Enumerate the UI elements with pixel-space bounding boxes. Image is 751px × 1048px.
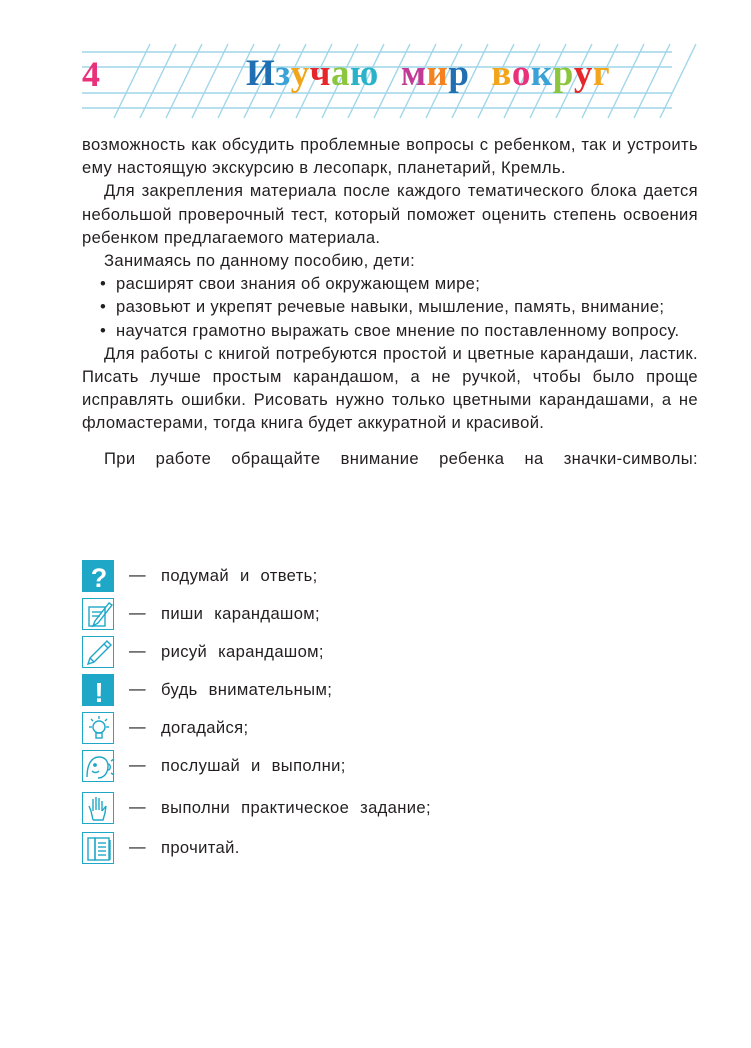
title-letter: о xyxy=(511,53,531,94)
legend-dash: — xyxy=(129,755,146,774)
legend-label: будь внимательным; xyxy=(161,680,333,699)
legend-label: подумай и ответь; xyxy=(161,566,318,585)
title-letter: г xyxy=(592,53,611,94)
list-item xyxy=(82,319,698,342)
title-letter: у xyxy=(573,53,593,94)
page-title xyxy=(246,55,610,92)
title-letter: р xyxy=(552,53,574,94)
paragraph-materials: Для работы с книгой потребуются простой и цветные карандаши, ластик. Писать лучше простым карандашом, а не ручкой, чтобы было проще исправлять ошибки. Рисовать нужно только цветными карандашами, а не фломастерами, тогда книга будет аккуратной и красивой. xyxy=(82,343,698,433)
legend-label: рисуй карандашом; xyxy=(161,642,324,661)
ruling-slant-line xyxy=(660,44,696,118)
list-item-text: расширят свои знания об окружающем мире; xyxy=(116,274,481,294)
legend-dash: — xyxy=(129,797,146,816)
title-letter: а xyxy=(331,53,351,94)
hand-icon xyxy=(82,792,114,824)
pencil-writing-icon xyxy=(82,598,114,630)
legend-item-listen xyxy=(82,750,682,784)
paragraph-test: Для закрепления материала после каждого тематического блока дается небольшой проверочный тест, который поможет оценить степень освоения ребенком предлагаемого материала. xyxy=(82,181,698,247)
legend-dash: — xyxy=(129,717,146,736)
list-item xyxy=(82,295,698,318)
legend-label: послушай и выполни; xyxy=(161,756,346,775)
title-letter: у xyxy=(290,53,310,94)
legend-dash: — xyxy=(129,641,146,660)
ruling-slant-line xyxy=(114,44,150,118)
title-letter: ч xyxy=(309,53,332,94)
title-letter: м xyxy=(400,53,427,94)
title-letter: и xyxy=(426,53,449,94)
ruling-slant-line xyxy=(140,44,176,118)
legend-label: выполни практическое задание; xyxy=(161,798,431,817)
list-item-text: разовьют и укрепят речевые навыки, мышление, память, внимание; xyxy=(116,297,665,317)
book-icon xyxy=(82,832,114,864)
title-letter: р xyxy=(448,53,470,94)
title-letter: в xyxy=(491,53,512,94)
legend-intro: При работе обращайте внимание ребенка на значки-символы: xyxy=(104,448,698,468)
question-icon xyxy=(82,560,114,592)
bullet-mark: • xyxy=(100,297,107,317)
main-text xyxy=(82,133,698,470)
exclamation-icon xyxy=(82,674,114,706)
paragraph-continuation: возможность как обсудить проблемные вопросы с ребенком, так и устроить ему настоящую экскурсию в лесопарк, планетарий, Кремль. xyxy=(82,135,698,178)
legend-item-practice xyxy=(82,792,682,826)
title-letter: ю xyxy=(350,53,379,94)
legend-label: прочитай. xyxy=(161,838,240,857)
legend-label: пиши карандашом; xyxy=(161,604,320,623)
paragraph-lead-in: Занимаясь по данному пособию, дети: xyxy=(104,251,416,271)
ruling-slant-line xyxy=(192,44,228,118)
legend-dash: — xyxy=(129,837,146,856)
legend-dash: — xyxy=(129,565,146,584)
legend-item-write xyxy=(82,598,682,632)
bullet-mark: • xyxy=(100,274,107,294)
ruling-slant-line xyxy=(166,44,202,118)
legend-item-read xyxy=(82,832,682,866)
bullet-mark: • xyxy=(100,320,107,340)
bullet-list xyxy=(82,272,698,342)
svg-text:!: ! xyxy=(94,677,104,707)
list-item-text: научатся грамотно выражать свое мнение по поставленному вопросу. xyxy=(116,320,680,340)
pencil-drawing-icon xyxy=(82,636,114,668)
list-item xyxy=(82,272,698,295)
legend-label: догадайся; xyxy=(161,718,249,737)
page-number: 4 xyxy=(82,54,100,94)
legend-dash: — xyxy=(129,603,146,622)
title-letter: з xyxy=(275,53,291,94)
legend-item-draw xyxy=(82,636,682,670)
legend-item-guess xyxy=(82,712,682,746)
title-letter: И xyxy=(246,53,276,94)
lightbulb-icon xyxy=(82,712,114,744)
title-letter: к xyxy=(530,53,553,94)
legend-item-attention xyxy=(82,674,682,708)
legend-item-question xyxy=(82,560,682,594)
ruling-slant-line xyxy=(634,44,670,118)
ruling-slant-line xyxy=(608,44,644,118)
page-header xyxy=(0,0,751,130)
legend-dash: — xyxy=(129,679,146,698)
listening-face-icon xyxy=(82,750,114,782)
svg-text:?: ? xyxy=(90,563,108,593)
